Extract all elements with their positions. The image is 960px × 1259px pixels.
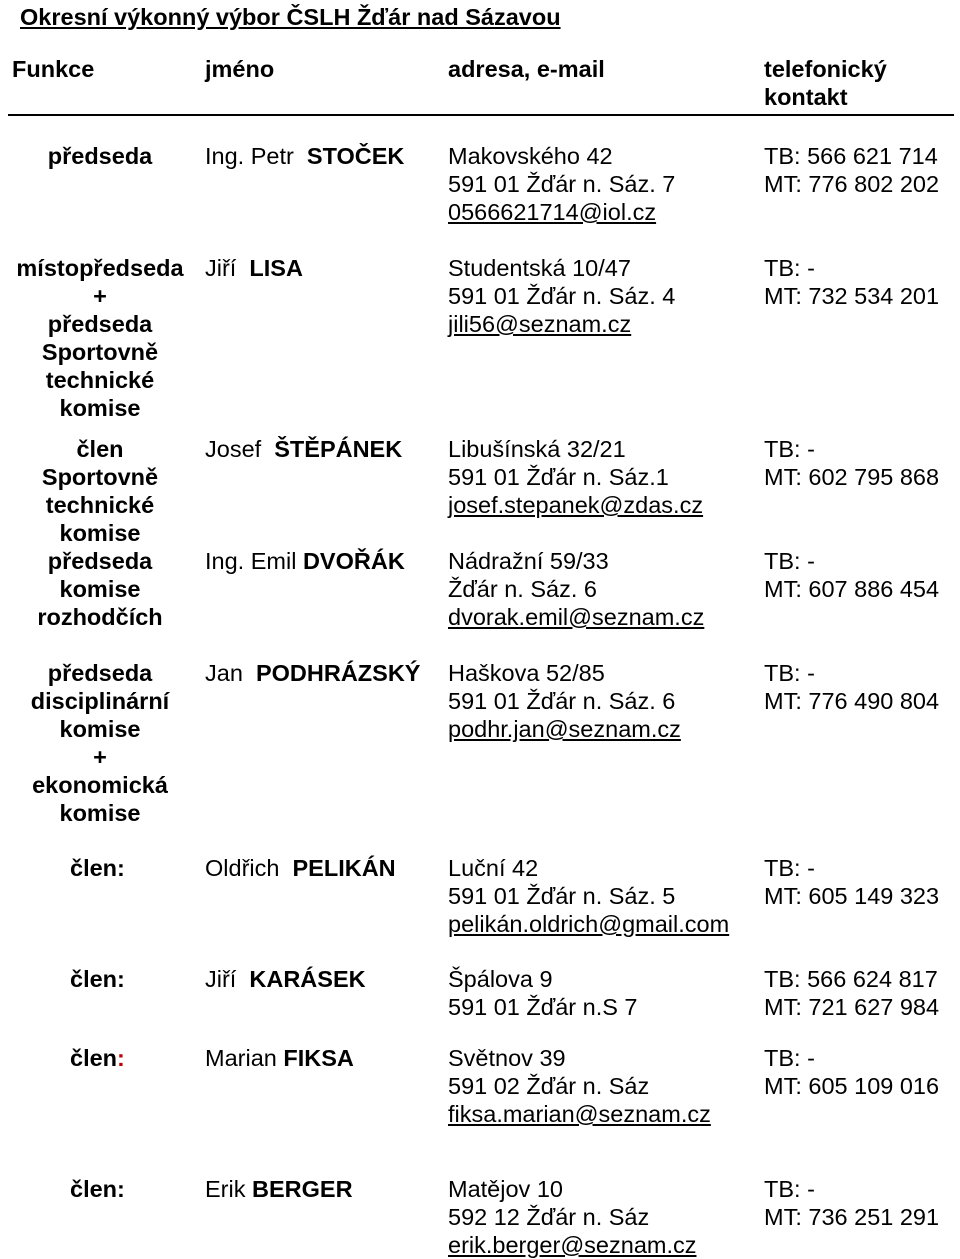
funkce-line: předseda xyxy=(47,548,153,574)
header-telefon xyxy=(764,55,887,111)
address-line: 591 01 Žďár n. Sáz. 7 xyxy=(448,171,676,197)
phone-cell xyxy=(764,659,939,715)
phone-mobile: MT: 776 802 202 xyxy=(764,171,940,197)
address-line: Žďár n. Sáz. 6 xyxy=(448,576,597,602)
name-cell xyxy=(205,142,404,170)
email-link[interactable]: podhr.jan@seznam.cz xyxy=(448,716,681,742)
phone-landline: TB: - xyxy=(764,436,815,462)
phone-cell xyxy=(764,965,939,1021)
funkce-line: komise xyxy=(59,800,141,826)
email-link[interactable]: josef.stepanek@zdas.cz xyxy=(448,492,704,518)
funkce-line: ekonomická xyxy=(32,772,168,798)
phone-landline: TB: 566 621 714 xyxy=(764,143,938,169)
first-name: Oldřich xyxy=(205,855,280,881)
surname: LISA xyxy=(249,255,303,281)
funkce-line: Sportovně xyxy=(41,464,159,490)
funkce-line: + xyxy=(93,283,107,309)
phone-mobile: MT: 721 627 984 xyxy=(764,994,940,1020)
email-link[interactable]: fiksa.marian@seznam.cz xyxy=(448,1101,711,1127)
page-title: Okresní výkonný výbor ČSLH Žďár nad Sázavou xyxy=(20,4,561,30)
surname: PELIKÁN xyxy=(292,855,396,881)
funkce-line: člen: xyxy=(70,855,125,881)
email-link[interactable]: 0566621714@iol.cz xyxy=(448,199,657,225)
address-line: Haškova 52/85 xyxy=(448,660,605,686)
phone-landline: TB: - xyxy=(764,1045,815,1071)
phone-mobile: MT: 736 251 291 xyxy=(764,1204,940,1230)
address-cell xyxy=(448,1175,697,1259)
phone-cell xyxy=(764,1044,939,1100)
funkce-cell xyxy=(70,854,200,882)
surname: DVOŘÁK xyxy=(302,548,405,574)
name-cell xyxy=(205,1044,354,1072)
name-cell xyxy=(205,435,402,463)
address-line: Luční 42 xyxy=(448,855,539,881)
surname: PODHRÁZSKÝ xyxy=(255,660,421,686)
address-line: 592 12 Žďár n. Sáz xyxy=(448,1204,650,1230)
first-name: Marian xyxy=(205,1045,277,1071)
email-link[interactable]: jili56@seznam.cz xyxy=(448,311,632,337)
header-funkce: Funkce xyxy=(12,56,95,82)
surname: KARÁSEK xyxy=(249,966,366,992)
phone-cell xyxy=(764,854,939,910)
phone-mobile: MT: 776 490 804 xyxy=(764,688,940,714)
surname: BERGER xyxy=(252,1176,353,1202)
funkce-line: člen: xyxy=(70,1176,125,1202)
funkce-line: + xyxy=(93,744,107,770)
funkce-line: člen xyxy=(70,1045,118,1071)
funkce-cell xyxy=(70,965,200,993)
address-cell xyxy=(448,965,638,1021)
first-name: Ing. Emil xyxy=(205,548,297,574)
address-cell xyxy=(448,435,703,519)
funkce-line: člen xyxy=(76,436,124,462)
phone-landline: TB: - xyxy=(764,660,815,686)
phone-cell xyxy=(764,435,939,491)
phone-mobile: MT: 607 886 454 xyxy=(764,576,940,602)
funkce-cell xyxy=(0,547,200,631)
first-name: Jiří xyxy=(205,255,237,281)
header-divider xyxy=(8,114,954,116)
first-name: Jan xyxy=(205,660,243,686)
address-line: 591 01 Žďár n. Sáz. 6 xyxy=(448,688,676,714)
address-cell xyxy=(448,854,729,938)
funkce-line: předseda xyxy=(47,311,153,337)
header-adresa: adresa, e-mail xyxy=(448,56,605,82)
address-cell xyxy=(448,659,681,743)
address-cell xyxy=(448,142,675,226)
phone-cell xyxy=(764,142,939,198)
address-cell xyxy=(448,547,704,631)
funkce-cell xyxy=(0,659,200,827)
surname: STOČEK xyxy=(306,143,405,169)
funkce-line: disciplinární xyxy=(30,688,170,714)
header-telefon-line-1: telefonický xyxy=(764,56,887,82)
phone-landline: TB: 566 624 817 xyxy=(764,966,938,992)
name-cell xyxy=(205,965,366,993)
email-link[interactable]: erik.berger@seznam.cz xyxy=(448,1232,697,1258)
funkce-line: rozhodčích xyxy=(37,604,163,630)
first-name: Erik xyxy=(205,1176,246,1202)
phone-mobile: MT: 602 795 868 xyxy=(764,464,940,490)
address-line: Špálova 9 xyxy=(448,966,553,992)
funkce-line: člen: xyxy=(70,966,125,992)
address-line: Makovského 42 xyxy=(448,143,613,169)
address-line: Libušínská 32/21 xyxy=(448,436,626,462)
funkce-line: předseda xyxy=(47,660,153,686)
funkce-line: komise xyxy=(59,716,141,742)
first-name: Jiří xyxy=(205,966,237,992)
address-line: 591 01 Žďár n.S 7 xyxy=(448,994,638,1020)
address-line: Světnov 39 xyxy=(448,1045,566,1071)
address-line: 591 01 Žďár n. Sáz. 4 xyxy=(448,283,676,309)
address-line: 591 02 Žďár n. Sáz xyxy=(448,1073,650,1099)
phone-mobile: MT: 605 149 323 xyxy=(764,883,940,909)
funkce-line: komise xyxy=(59,520,141,546)
phone-cell xyxy=(764,1175,939,1231)
address-cell xyxy=(448,254,675,338)
phone-mobile: MT: 732 534 201 xyxy=(764,283,940,309)
phone-landline: TB: - xyxy=(764,548,815,574)
name-cell xyxy=(205,659,420,687)
header-telefon-line-2: kontakt xyxy=(764,84,848,110)
funkce-cell xyxy=(70,1175,200,1203)
address-line: Studentská 10/47 xyxy=(448,255,631,281)
surname: FIKSA xyxy=(283,1045,354,1071)
funkce-line: Sportovně xyxy=(41,339,159,365)
first-name: Josef xyxy=(205,436,262,462)
funkce-colon: : xyxy=(117,1045,125,1071)
phone-mobile: MT: 605 109 016 xyxy=(764,1073,940,1099)
address-line: Nádražní 59/33 xyxy=(448,548,609,574)
first-name: Ing. Petr xyxy=(205,143,294,169)
funkce-cell xyxy=(0,142,200,170)
address-line: 591 01 Žďár n. Sáz. 5 xyxy=(448,883,676,909)
funkce-line: místopředseda xyxy=(16,255,184,281)
funkce-line: komise xyxy=(59,576,141,602)
funkce-line: technické xyxy=(45,492,155,518)
address-line: 591 01 Žďár n. Sáz.1 xyxy=(448,464,669,490)
phone-landline: TB: - xyxy=(764,255,815,281)
phone-landline: TB: - xyxy=(764,855,815,881)
funkce-line: komise xyxy=(59,395,141,421)
funkce-cell xyxy=(70,1044,200,1072)
funkce-line: předseda xyxy=(47,143,153,169)
funkce-cell xyxy=(0,254,200,422)
name-cell xyxy=(205,254,303,282)
phone-landline: TB: - xyxy=(764,1176,815,1202)
name-cell xyxy=(205,1175,353,1203)
funkce-cell xyxy=(0,435,200,547)
address-line: Matějov 10 xyxy=(448,1176,563,1202)
name-cell xyxy=(205,547,405,575)
address-cell xyxy=(448,1044,711,1128)
table-header xyxy=(0,55,960,113)
phone-cell xyxy=(764,547,939,603)
surname: ŠTĚPÁNEK xyxy=(274,436,403,462)
name-cell xyxy=(205,854,396,882)
email-link[interactable]: dvorak.emil@seznam.cz xyxy=(448,604,705,630)
funkce-line: technické xyxy=(45,367,155,393)
header-jmeno: jméno xyxy=(205,56,275,82)
email-link[interactable]: pelikán.oldrich@gmail.com xyxy=(448,911,730,937)
phone-cell xyxy=(764,254,939,310)
